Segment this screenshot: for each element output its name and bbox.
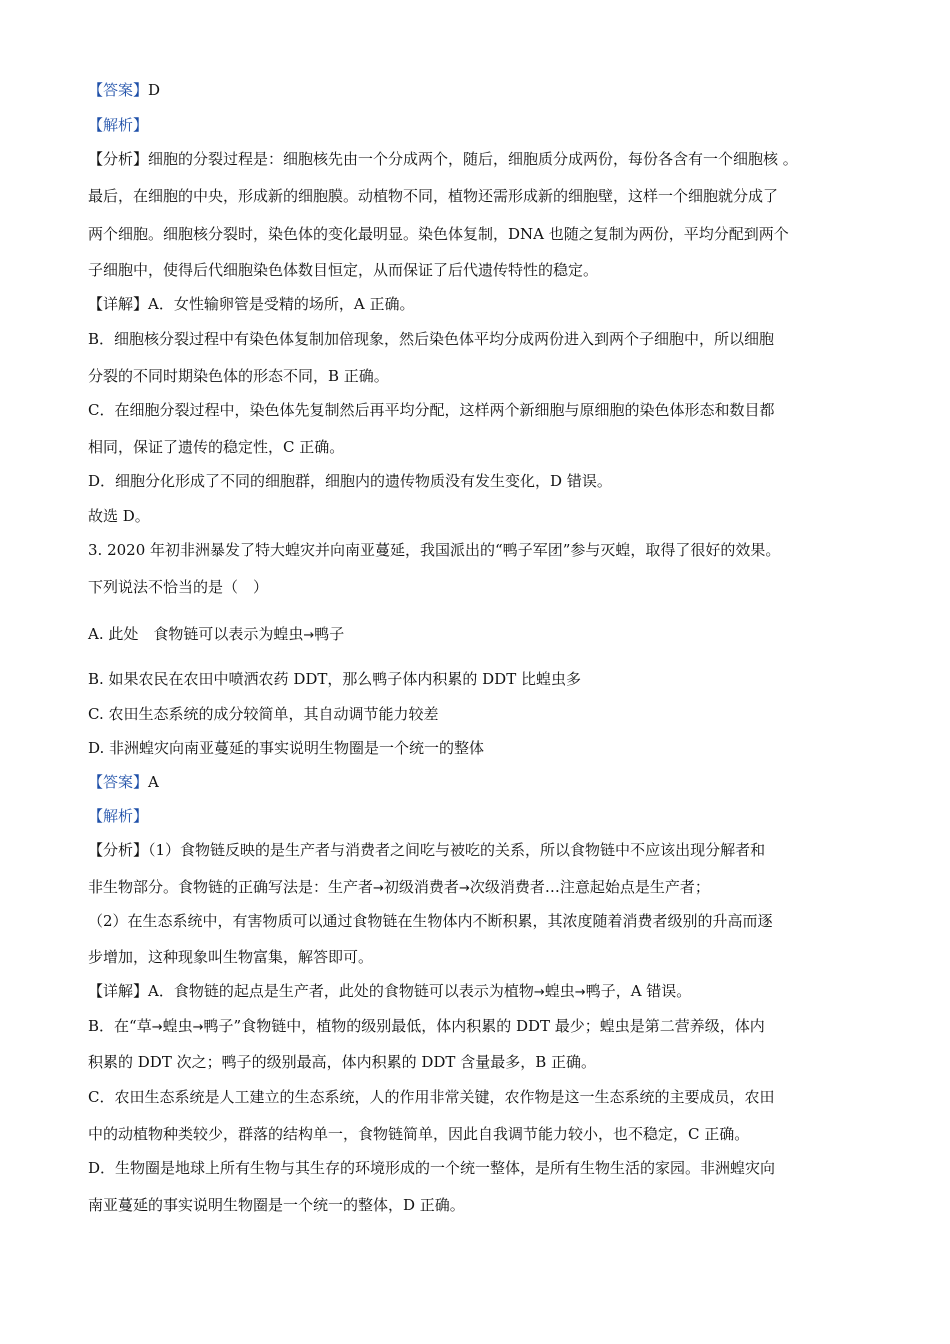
arrow-icon: →: [574, 985, 586, 1000]
q2-fenxi-line-4: 子细胞中，使得后代细胞染色体数目恒定，从而保证了后代遗传特性的稳定。: [88, 261, 599, 279]
answer-label: 【答案】: [88, 81, 149, 99]
q3-stem-line-1: 3. 2020 年初非洲暴发了特大蝗灾并向南亚蔓延，我国派出的“鸭子军团”参与灭蝗，取得了很好的效果。: [88, 541, 781, 559]
q3-answer-line: [88, 772, 159, 792]
arrow-icon: →: [151, 1020, 163, 1035]
q2-c-line-1: C．在细胞分裂过程中，染色体先复制然后再平均分配，这样两个新细胞与原细胞的染色体形态和数目都: [88, 401, 775, 419]
fenxi-text: （1）食物链反映的是生产者与消费者之间吃与被吃的关系，所以食物链中不应该出现分解者和: [148, 841, 766, 859]
fenxi-label: 【分析】: [88, 841, 149, 859]
xiangjie-label: 【详解】: [88, 982, 149, 1000]
arrow-icon: →: [373, 881, 384, 896]
arrow-icon: →: [303, 628, 315, 643]
b-text: 蝗虫: [162, 1017, 193, 1035]
q3-option-c: C. 农田生态系统的成分较简单，其自动调节能力较差: [88, 705, 439, 723]
q3-option-d: D. 非洲蝗灾向南亚蔓延的事实说明生物圈是一个统一的整体: [88, 739, 485, 757]
q3-fenxi-line-4: 步增加，这种现象叫生物富集，解答即可。: [88, 948, 374, 966]
xiangjie-text: A．食物链的起点是生产者，此处的食物链可以表示为植物: [148, 982, 534, 1000]
q2-conclusion: 故选 D。: [88, 507, 150, 525]
option-a-text-end: 鸭子: [314, 625, 345, 643]
xiangjie-text: 蝗虫: [544, 982, 575, 1000]
answer-value: D: [148, 81, 161, 99]
q3-stem-line-2: 下列说法不恰当的是（ ）: [88, 578, 269, 596]
answer-label: 【答案】: [88, 773, 149, 791]
q3-option-a: [88, 624, 344, 646]
q2-b-line-2: 分裂的不同时期染色体的形态不同，B 正确。: [88, 367, 389, 385]
xiangjie-label: 【详解】: [88, 295, 149, 313]
fenxi-text: 初级消费者: [383, 878, 459, 896]
q2-analysis-heading: [88, 115, 148, 135]
fenxi-text: 非生物部分。食物链的正确写法是：生产者: [88, 878, 374, 896]
q3-d-line-2: 南亚蔓延的事实说明生物圈是一个统一的整体，D 正确。: [88, 1196, 465, 1214]
q3-fenxi-line-3: （2）在生态系统中，有害物质可以通过食物链在生物体内不断积累，其浓度随着消费者级别的升高而逐: [88, 912, 773, 930]
q2-fenxi-line-2: 最后，在细胞的中央，形成新的细胞膜。动植物不同，植物还需形成新的细胞壁，这样一个细胞就分成了: [88, 187, 779, 205]
q2-c-line-2: 相同，保证了遗传的稳定性，C 正确。: [88, 438, 345, 456]
q3-c-line-1: C．农田生态系统是人工建立的生态系统，人的作用非常关键，农作物是这一生态系统的主要成员，农田: [88, 1088, 775, 1106]
q2-d-line-1: D．细胞分化形成了不同的细胞群，细胞内的遗传物质没有发生变化，D 错误。: [88, 472, 612, 490]
q3-option-b: B. 如果农民在农田中喷洒农药 DDT，那么鸭子体内积累的 DDT 比蝗虫多: [88, 670, 581, 688]
analysis-label: 【解析】: [88, 116, 149, 134]
q2-fenxi-line-3: 两个细胞。细胞核分裂时，染色体的变化最明显。染色体复制，DNA 也随之复制为两份，平均分配到两个: [88, 225, 789, 243]
b-text: B．在“草: [88, 1017, 152, 1035]
q3-b-line-1: [88, 1016, 765, 1038]
fenxi-text: 次级消费者…注意起始点是生产者；: [469, 878, 710, 896]
xiangjie-text: A．女性输卵管是受精的场所，A 正确。: [148, 295, 415, 313]
q3-b-line-2: 积累的 DDT 次之；鸭子的级别最高，体内积累的 DDT 含量最多，B 正确。: [88, 1053, 596, 1071]
fenxi-text: 细胞的分裂过程是：细胞核先由一个分成两个，随后，细胞质分成两份，每份各含有一个细胞核 。: [148, 150, 798, 168]
arrow-icon: →: [192, 1020, 204, 1035]
q2-answer-line: [88, 80, 160, 100]
arrow-icon: →: [533, 985, 545, 1000]
fenxi-label: 【分析】: [88, 150, 149, 168]
q3-d-line-1: D．生物圈是地球上所有生物与其生存的环境形成的一个统一整体，是所有生物生活的家园。非洲蝗灾向: [88, 1159, 776, 1177]
answer-value: A: [148, 773, 159, 791]
q2-b-line-1: B．细胞核分裂过程中有染色体复制加倍现象，然后染色体平均分成两份进入到两个子细胞中，所以细胞: [88, 330, 775, 348]
q2-fenxi-line-1: [88, 149, 798, 169]
q3-analysis-heading: [88, 806, 148, 826]
option-a-text: A. 此处 食物链可以表示为蝗虫: [88, 625, 304, 643]
q3-xiangjie-line-a: [88, 981, 691, 1003]
q3-fenxi-line-1: [88, 840, 765, 860]
xiangjie-text: 鸭子，A 错误。: [585, 982, 692, 1000]
arrow-icon: →: [458, 881, 470, 896]
q3-fenxi-line-2: [88, 877, 710, 899]
b-text: 鸭子”食物链中，植物的级别最低，体内积累的 DDT 最少；蝗虫是第二营养级，体内: [203, 1017, 765, 1035]
q3-c-line-2: 中的动植物种类较少，群落的结构单一，食物链简单，因此自我调节能力较小，也不稳定，C 正确。: [88, 1125, 750, 1143]
analysis-label: 【解析】: [88, 807, 149, 825]
q2-xiangjie-line-1: [88, 294, 414, 314]
